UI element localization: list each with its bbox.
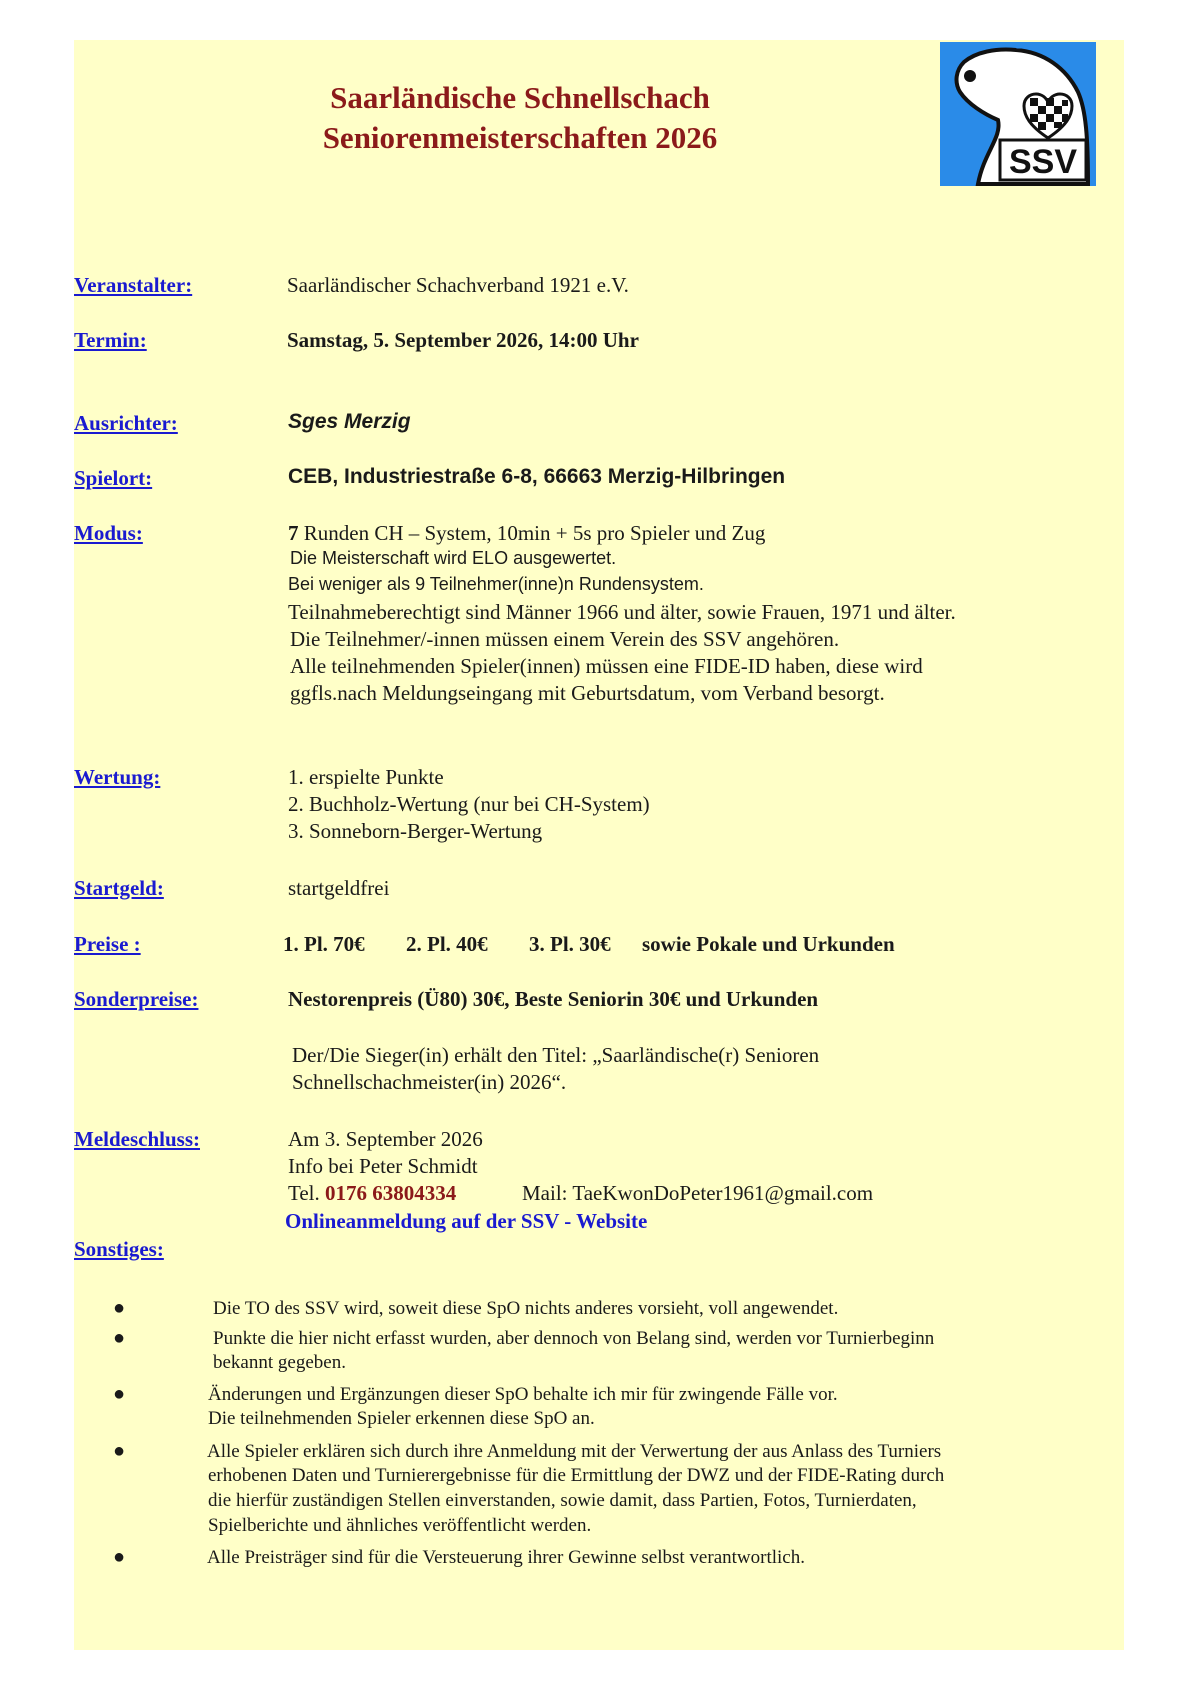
label-modus: Modus:	[74, 521, 143, 545]
bullet-text-2-line-2: bekannt gegeben.	[213, 1352, 346, 1373]
wertung-item: 1. erspielte Punkte	[288, 765, 444, 789]
phone-number: 0176 63804334	[325, 1181, 457, 1205]
label-preise: Preise :	[74, 932, 141, 956]
bullet-text-3-line-1: Änderungen und Ergänzungen dieser SpO behalte ich mir für zwingende Fälle vor.	[208, 1384, 838, 1405]
bullet-text-3-line-2: Die teilnehmenden Spieler erkennen diese SpO an.	[208, 1408, 595, 1429]
prize-1: 1. Pl. 70€	[283, 932, 365, 956]
bullet-text-2-line-1: Punkte die hier nicht erfasst wurden, aber dennoch von Belang sind, werden vor Turnierbeginn	[213, 1328, 935, 1349]
value-modus-line-2: Die Meisterschaft wird ELO ausgewertet.	[290, 548, 617, 568]
prize-extra: sowie Pokale und Urkunden	[642, 932, 895, 956]
bullet-text-5: Alle Preisträger sind für die Versteuerung ihrer Gewinne selbst verantwortlich.	[207, 1547, 805, 1568]
value-startgeld: startgeldfrei	[288, 876, 390, 900]
winner-title-line-1: Der/Die Sieger(in) erhält den Titel: „Saarländische(r) Senioren	[292, 1043, 820, 1067]
knight-eye	[964, 70, 976, 82]
label-meldeschluss: Meldeschluss:	[74, 1127, 200, 1151]
value-sonderpreise: Nestorenpreis (Ü80) 30€, Beste Seniorin 30€ und Urkunden	[288, 987, 819, 1011]
bullet-text-1: Die TO des SSV wird, soweit diese SpO nichts anderes vorsieht, voll angewendet.	[213, 1298, 839, 1319]
contact-mail: Mail: TaeKwonDoPeter1961@gmail.com	[522, 1181, 874, 1205]
value-veranstalter: Saarländischer Schachverband 1921 e.V.	[287, 273, 629, 297]
phone-label: Tel.	[288, 1181, 326, 1205]
label-ausrichter: Ausrichter:	[74, 411, 178, 435]
value-meldeschluss-date: Am 3. September 2026	[288, 1127, 483, 1151]
bullet-symbol: ●	[113, 1327, 126, 1349]
label-veranstalter: Veranstalter:	[74, 273, 193, 297]
title-line-1: Saarländische Schnellschach	[330, 80, 710, 115]
prize-2: 2. Pl. 40€	[406, 932, 488, 956]
label-sonderpreise: Sonderpreise:	[74, 987, 199, 1011]
bullet-text-4-line-2: erhobenen Daten und Turnierergebnisse für die Ermittlung der DWZ und der FIDE-Rating durch	[208, 1465, 945, 1486]
value-modus-line-3: Bei weniger als 9 Teilnehmer(inne)n Rundensystem.	[288, 574, 704, 594]
value-modus-line-6: Alle teilnehmenden Spieler(innen) müssen eine FIDE-ID haben, diese wird	[290, 654, 923, 678]
bullet-symbol: ●	[113, 1383, 126, 1405]
value-termin: Samstag, 5. September 2026, 14:00 Uhr	[287, 328, 639, 352]
value-modus-line-1	[288, 521, 765, 546]
value-modus-line-5: Die Teilnehmer/-innen müssen einem Verein des SSV angehören.	[290, 627, 840, 651]
winner-title-line-2: Schnellschachmeister(in) 2026“.	[292, 1070, 567, 1094]
value-meldeschluss-info: Info bei Peter Schmidt	[288, 1154, 478, 1178]
label-spielort: Spielort:	[74, 466, 153, 490]
title-line-2: Seniorenmeisterschaften 2026	[322, 120, 718, 155]
bullet-symbol: ●	[113, 1440, 126, 1462]
online-registration-link[interactable]: Onlineanmeldung auf der SSV - Website	[285, 1209, 648, 1233]
modus-rounds: 7	[288, 521, 299, 545]
label-startgeld: Startgeld:	[74, 876, 164, 900]
logo-text: SSV	[1008, 143, 1078, 181]
contact-phone	[288, 1181, 456, 1206]
label-sonstiges: Sonstiges:	[74, 1237, 164, 1261]
wertung-item: 2. Buchholz-Wertung (nur bei CH-System)	[288, 792, 650, 816]
wertung-item: 3. Sonneborn-Berger-Wertung	[288, 819, 543, 843]
bullet-text-4-line-1: Alle Spieler erklären sich durch ihre Anmeldung mit der Verwertung der aus Anlass des Turniers	[207, 1441, 942, 1462]
prize-3: 3. Pl. 30€	[529, 932, 611, 956]
value-spielort: CEB, Industriestraße 6-8, 66663 Merzig-Hilbringen	[288, 465, 786, 488]
label-wertung: Wertung:	[74, 765, 161, 789]
bullet-text-4-line-4: Spielberichte und ähnliches veröffentlicht werden.	[208, 1515, 592, 1536]
value-ausrichter: Sges Merzig	[288, 410, 411, 433]
label-termin: Termin:	[74, 328, 147, 352]
modus-system: Runden CH – System, 10min + 5s pro Spieler und Zug	[298, 521, 766, 545]
value-modus-line-7: ggfls.nach Meldungseingang mit Geburtsdatum, vom Verband besorgt.	[290, 681, 885, 705]
bullet-symbol: ●	[113, 1546, 126, 1568]
value-modus-line-4: Teilnahmeberechtigt sind Männer 1966 und älter, sowie Frauen, 1971 und älter.	[288, 600, 956, 624]
bullet-symbol: ●	[113, 1297, 126, 1319]
bullet-text-4-line-3: die hierfür zuständigen Stellen einverstanden, sowie damit, dass Partien, Fotos, Turnierdaten,	[208, 1490, 917, 1511]
ssv-logo	[940, 42, 1096, 186]
